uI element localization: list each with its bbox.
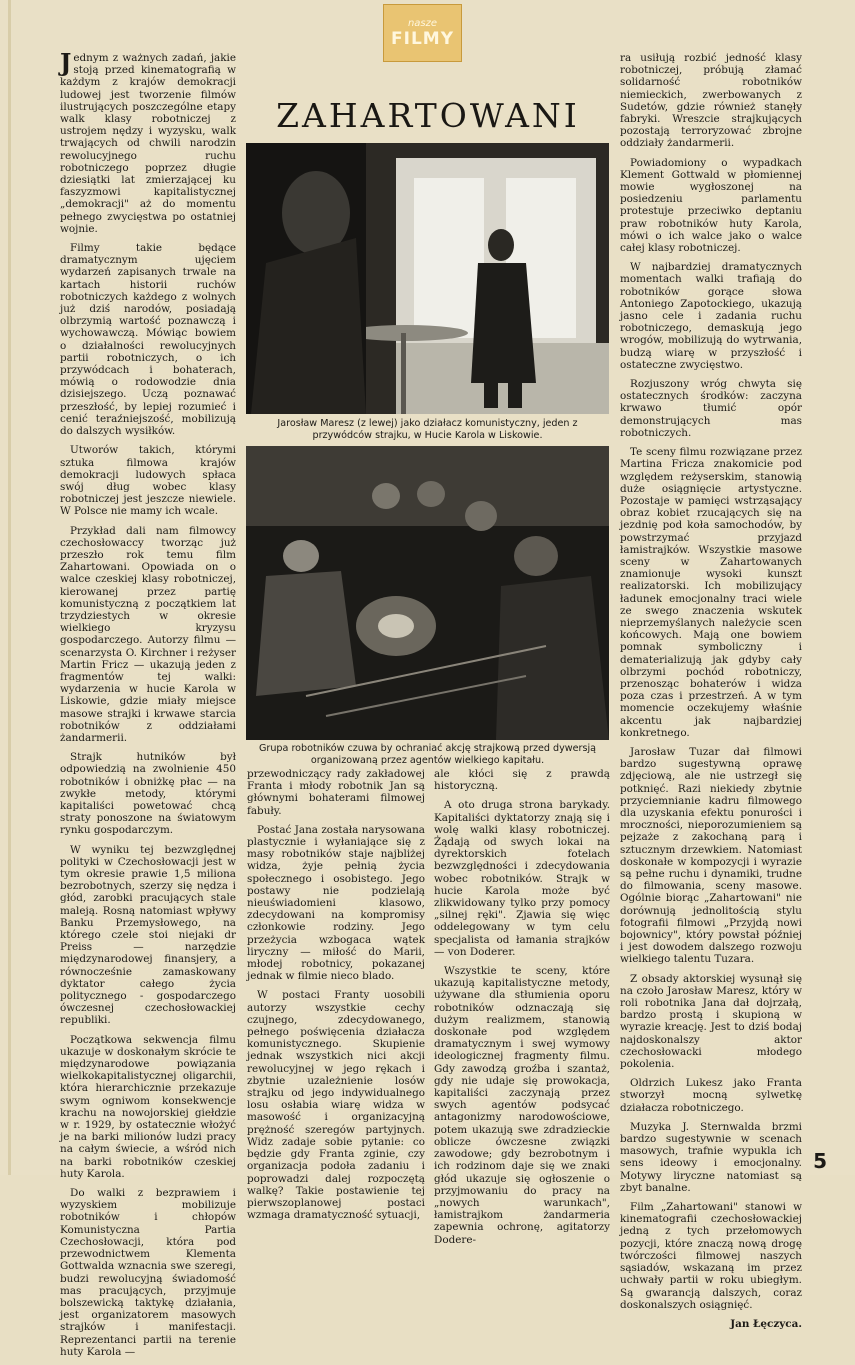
- paragraph: Z obsady aktorskiej wysunął się na czoło Jarosław Maresz, który w roli robotnika Jana dał dojrzałą, bardzo prostą i skupioną w wyrazie kreację. Jest to dziś bodaj najdoskonalszy aktor czechosłowacki młodego pokolenia.: [620, 972, 802, 1071]
- photo-caption-2: Grupa robotników czuwa by ochraniać akcję strajkową przed dywersją organizowaną przez agentów wielkiego kapitału.: [258, 743, 597, 766]
- badge-top-text: nasze: [407, 17, 438, 29]
- paragraph: W postaci Franty uosobili autorzy wszystkie cechy czujnego, zdecydowanego, pełnego poświęcenia działacza komunistycznego. Skupienie jednak wszystkich nici akcji rewolucyjnej w jego rękach i zbytnie uzależnienie losów strajku od jego indywidualnego losu osłabia wiarę widza w masowość i organizacyjną prężność szeregów partyjnych. Widz zadaje sobie pytanie: co będzie gdy Franta zginie, czy organizacja podoła zadaniu i poprowadzi dalej rozpoczętą walkę? Takie postawienie tej pierwszoplanowej postaci wzmaga dramatyczność sytuacji,: [247, 989, 425, 1222]
- article-column-1: [60, 48, 236, 1365]
- paragraph: [60, 48, 236, 235]
- author-signature: Jan Łęczyca.: [730, 1317, 802, 1330]
- badge-bottom-text: FILMY: [391, 28, 454, 49]
- paragraph: ra usiłują rozbić jedność klasy robotniczej, próbują złamać solidarność robotników niemieckich, zwerbowanych z Sudetów, gdzie również stanęły fabryki. Wreszcie strajkujących pozostają terroryzować zbrojne oddziały żandarmerii.: [620, 52, 802, 150]
- photo-caption-1: Jarosław Maresz (z lewej) jako działacz komunistyczny, jeden z przywódców strajku, w Hucie Karola w Liskowie.: [277, 418, 578, 441]
- paragraph: Oldrzich Lukesz jako Franta stworzył mocną sylwetkę działacza robotniczego.: [620, 1077, 802, 1114]
- paragraph-text: ednym z ważnych zadań, jakie stoją przed kinematografią w każdym z krajów demokracji ludowej jest tworzenie filmów ilustrujących poszczególne etapy walk klasy robotniczej z ustrojem nędzy i wyzysku, walk trwających od chwili narodzin rewolucyjnego ruchu robotniczego poprzez długie dziesiątki lat zmierzającej ku faszyzmowi kapitalistycznej „demokracji" aż do momentu pełnego zwycięstwa po ostatniej wojnie.: [60, 52, 236, 235]
- paragraph: Film „Zahartowani" stanowi w kinematografii czechosłowackiej jedną z tych przełomowych pozycji, które znaczą nową drogę twórczości filmowej naszych sąsiadów, wskazaną im przez uchwały partii w roku ubiegłym. Są gwarancją dalszych, coraz doskonalszych osiągnięć.: [620, 1201, 802, 1311]
- film-still-2-image: [246, 446, 609, 740]
- article-title: ZAHARTOWANI: [276, 96, 580, 135]
- film-still-photo-1: [246, 143, 609, 414]
- paragraph: Wszystkie te sceny, które ukazują kapitalistyczne metody, używane dla stłumienia oporu robotników odznaczają się dużym realizmem, stanowią doskonałe pod względem dramatycznym i swej wymowy ideologicznej fragmenty filmu. Gdy zawodzą groźba i szantaż, gdy nie udaje się prowokacja, kapitaliści zaczynają przez swych agentów podsycać antagonizmy narodowościowe, potem ukazują swe zdradzieckie oblicze ówczesne związki zawodowe; gdy bezrobotnym i ich rodzinom daje się we znaki głód ukazuje się ogłoszenie o przyjmowaniu do pracy na „nowych warunkach", łamistrajkom żandarmeria zapewnia ochronę, agitatorzy Dodere-: [434, 965, 610, 1246]
- paragraph: Rozjuszony wróg chwyta się ostatecznych środków: zaczyna krwawo tłumić opór demonstrujących mas robotniczych.: [620, 378, 802, 439]
- binding-edge: [8, 0, 11, 1175]
- paragraph: przewodniczący rady zakładowej Franta i młody robotnik Jan są głównymi bohaterami filmowej fabuły.: [247, 768, 425, 817]
- drop-cap: J: [60, 48, 72, 77]
- paragraph: Postać Jana została narysowana plastycznie i wyłaniające się z masy robotników staje najbliżej widza, żyje pełnią życia społecznego i osobistego. Jego postawy nie podzielają nieuświadomieni klasowo, zdecydowani na kompromisy członkowie rodziny. Jego przeżycia wzbogaca wątek liryczny — miłość do Marii, młodej robotnicy, pokazanej jednak w filmie nieco blado.: [247, 823, 425, 983]
- paragraph: Te sceny filmu rozwiązane przez Martina Fricza znakomicie pod względem reżyserskim, stanowią duże osiągnięcie artystyczne. Pozostaje w pamięci wstrząsający obraz kobiet rzucających się na jezdnię pod koła samochodów, by powstrzymać przyjazd łamistrajków. Wszystkie masowe sceny w Zahartowanych znamionuje wysoki kunszt realizatorski. Ich mobilizujący ładunek emocjonalny traci wiele ze swego znaczenia wskutek nieprzemyślanych należycie scen końcowych. Mają one bowiem pomnak symboliczny i dematerializują jak gdyby cały olbrzymi pochód robotniczy, przenosząc bohaterów i widza poza czas i przestrzeń. A w tym momencie oczekujemy właśnie akcentu jak najbardziej konkretnego.: [620, 446, 802, 739]
- paragraph: Początkowa sekwencja filmu ukazuje w doskonałym skrócie te międzynarodowe powiązania wielkokapitalistycznej oligarchii, która hierarchicznie przekazuje swym ogniwom konsekwencje krachu na nowojorskiej giełdzie w r. 1929, by ostatecznie włożyć je na barki milionów ludzi pracy na całym świecie, a wśród nich na barki robotników czeskiej huty Karola.: [60, 1033, 236, 1180]
- article-column-3: [434, 768, 610, 1253]
- film-still-photo-2: [246, 446, 609, 740]
- paragraph: Powiadomiony o wypadkach Klement Gottwald w płomiennej mowie wygłoszonej na posiedzeniu parlamentu protestuje przeciwko deptaniu praw robotników huty Karola, mówi o ich walce jako o walce całej klasy robotniczej.: [620, 156, 802, 255]
- paragraph: Przykład dali nam filmowcy czechosłowaccy tworząc już przeszło rok temu film Zahartowani. Opowiada on o walce czeskiej klasy robotniczej, kierowanej przez partię komunistyczną z początkiem lat trzydziestych w okresie wielkiego kryzysu gospodarczego. Autorzy filmu — scenarzysta O. Kirchner i reżyser Martin Fricz — ukazują jeden z fragmentów tej walki: wydarzenia w hucie Karola w Liskowie, gdzie miały miejsce masowe strajki i krwawe starcia robotników z oddziałami żandarmerii.: [60, 524, 236, 744]
- film-still-1-image: [246, 143, 609, 414]
- section-badge: [383, 4, 462, 62]
- paragraph: Do walki z bezprawiem i wyzyskiem mobilizuje robotników i chłopów Komunistyczna Partia Czechosłowacji, która pod przewodnictwem Klementa Gottwalda wznacnia swe szeregi, budzi rewolucyjną świadomość mas pracujących, przyjmuje bolszewicką taktykę działania, jest organizatorem masowych strajków i manifestacji. Reprezentanci partii na terenie huty Karola —: [60, 1187, 236, 1358]
- paragraph: Filmy takie będące dramatycznym ujęciem wydarzeń zapisanych trwale na kartach historii ruchów robotniczych każdego z wolnych już dziś narodów, posiadają olbrzymią wartość poznawczą i wychowawczą. Mówiąc bowiem o działalności rewolucyjnych partii robotniczych, o ich przywódcach i bohaterach, mówią o rodowodzie dnia dzisiejszego. Uczą poznawać przeszłość, by lepiej rozumieć i cenić teraźniejszość, mobilizują do dalszych wysiłków.: [60, 242, 236, 438]
- paragraph: W najbardziej dramatycznych momentach walki trafiają do robotników gorące słowa Antoniego Zapotockiego, ukazują jasno cele i zadania ruchu robotniczego, demaskują jego wrogów, mobilizują do wytrwania, budzą wiarę w przyszłość i ostateczne zwycięstwo.: [620, 261, 802, 371]
- page-number: 5: [813, 1149, 827, 1173]
- paragraph: Utworów takich, którymi sztuka filmowa krajów demokracji ludowych spłaca swój dług wobec klasy robotniczej jest jeszcze niewiele. W Polsce nie mamy ich wcale.: [60, 444, 236, 518]
- paragraph: Strajk hutników był odpowiedzią na zwolnienie 450 robotników i obniżkę płac — na zwykłe metody, którymi kapitaliści powetować chcą straty ponoszone na światowym rynku gospodarczym.: [60, 751, 236, 837]
- article-column-2: [247, 768, 425, 1228]
- article-column-4: [620, 52, 802, 1337]
- paragraph: Muzyka J. Sternwalda brzmi bardzo sugestywnie w scenach masowych, trafnie wypukla ich sens ideowy i emocjonalny. Motywy liryczne natomiast są zbyt banalne.: [620, 1120, 802, 1194]
- paragraph: Jarosław Tuzar dał filmowi bardzo sugestywną oprawę zdjęciową, ale nie ustrzegł się potknięć. Razi niekiedy zbytnie przyciemnianie kadru filmowego dla uzyskania efektu ponurości i mroczności, nieporozumieniem są pejzaże z zakochaną parą i sztucznym drzewkiem. Natomiast doskonałe w kompozycji i wyrazie są pełne ruchu i dynamiki, trudne do filmowania, sceny masowe. Ogólnie biorąc „Zahartowani" nie dorównują jednolitością stylu fotografii filmowi „Przyjdą nowi bojownicy", który powstał później i jest dowodem dalszego rozwoju wielkiego talentu Tuzara.: [620, 745, 802, 966]
- paragraph: A oto druga strona barykady. Kapitaliści dyktatorzy znają się i wolę walki klasy robotniczej. Żądają od swych lokai na dyrektorskich fotelach bezwzględności i zdecydowania wobec robotników. Strajk w hucie Karola może być zlikwidowany tylko przy pomocy „silnej ręki". Zjawia się więc oddelegowany w tym celu specjalista od łamania strajków — von Doderer.: [434, 799, 610, 958]
- paragraph: W wyniku tej bezwzględnej polityki w Czechosłowacji jest w tym okresie prawie 1,5 miliona bezrobotnych, szerzy się nędza i głód, zarobki pracujących stale maleją. Rosną natomiast wpływy Banku Przemysłowego, na którego czele stoi niejaki dr Preiss — narzędzie międzynarodowej finansjery, a równocześnie zamaskowany dyktator całego życia politycznego - gospodarczego ówczesnej czechosłowackiej republiki.: [60, 843, 236, 1027]
- paragraph: ale kłóci się z prawdą historyczną.: [434, 768, 610, 793]
